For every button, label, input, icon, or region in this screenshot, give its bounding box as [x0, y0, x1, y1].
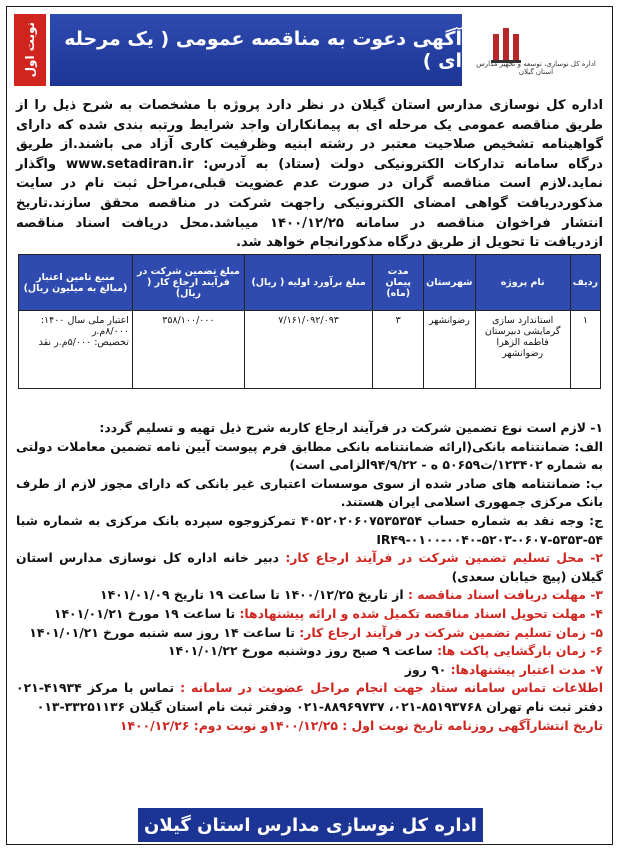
cell-estimate: ۷/۱۶۱/۰۹۲/۰۹۳: [244, 311, 372, 389]
col-row: ردیف: [570, 255, 600, 311]
cell-guarantee: ۳۵۸/۱۰۰/۰۰۰: [132, 311, 244, 389]
logo-caption: اداره کل نوسازی، توسعه و تجهیز مدارس استان گیلان: [476, 60, 596, 76]
funding-line-2: ۸/۰۰۰م.ر: [91, 326, 129, 337]
condition-2: ۲- محل تسلیم تضمین شرکت در فرآیند ارجاع کار: دبیر خانه اداره کل نوسازی مدارس استان گیلان (پیچ خیابان سعدی): [16, 550, 603, 584]
table-header-row: [19, 255, 601, 311]
condition-5: ۵- زمان تسلیم تضمین شرکت در فرآیند ارجاع کار: تا ساعت ۱۴ روز سه شنبه مورخ ۱۴۰۱/۰۱/۲۱: [29, 624, 603, 640]
notice-header: [14, 14, 605, 88]
intro-paragraph: اداره کل نوسازی مدارس استان گیلان در نظر دارد پروژه با مشخصات به شرح ذیل را از طریق مناقصه عمومی یک مرحله ای به پیمانکاران واجد شرایط ورتبه بندی شده که دارای گواهینامه تشخیص صلاحیت معتبر در رشته ابنیه وظرفیت کاری آزاد می باشند.از طریق درگاه سامانه تدارکات الکترونیکی دولت (ستاد) به آدرس: www.setadiran.ir واگذار نماید.لازم است مناقصه گران در صورت عدم عضویت قبلی،مراحل ثبت نام در سایت مذکوردریافت گواهی امضای الکترونیکی راجهت شرکت در مناقصه محقق سازند.تاریخ انتشار فراخوان مناقصه در سامانه ۱۴۰۰/۱۲/۲۵ میباشد.محل دریافت اسناد مناقصه ازدریافت تا تحویل از طریق درگاه مذکورانجام خواهد شد.: [16, 98, 603, 251]
condition-4: ۴- مهلت تحویل اسناد مناقصه تکمیل شده و ارائه پیشنهادها: تا ساعت ۱۹ مورخ ۱۴۰۱/۰۱/۲۱: [53, 605, 603, 621]
cell-city: رضوانشهر: [424, 311, 475, 389]
col-project-name: نام پروژه: [475, 255, 570, 311]
condition-7: ۷- مدت اعتبار پیشنهادها: ۹۰ روز: [404, 661, 603, 677]
col-estimate: مبلغ برآورد اولیه ( ریال): [244, 255, 372, 311]
school-logo-icon: [491, 26, 521, 64]
cell-funding: [19, 311, 133, 389]
notice-title: آگهی دعوت به مناقصه عمومی ( یک مرحله ای ): [50, 14, 462, 86]
contact-info: اطلاعات تماس سامانه ستاد جهت انجام مراحل عضویت در سامانه : تماس با مرکز ۴۱۹۳۴-۰۲۱ دفتر ثبت نام تهران ۸۵۱۹۳۷۶۸-۰۲۱، ۸۸۹۶۹۷۳۷-۰۲۱ ودفتر ثبت نام استان گیلان ۳۳۲۵۱۱۳۶-۰۱۳: [16, 680, 603, 714]
tender-table: [18, 254, 601, 389]
condition-1a: الف: ضمانتنامه بانکی(ارائه ضمانتنامه بانکی مطابق فرم پیوست آیین نامه تضمین معاملات دولتی به شماره ۱۲۳۴۰۲/ت۵۰۶۵۹ ه - ۹۴/۹/۲۲الزامی است): [16, 438, 603, 473]
footer-organization: اداره کل نوسازی مدارس استان گیلان: [138, 808, 483, 842]
conditions-list: [16, 419, 603, 735]
col-duration: مدت پیمان (ماه): [373, 255, 424, 311]
condition-1: ۱- لازم است نوع تضمین شرکت در فرآیند ارجاع کاربه شرح ذیل تهیه و تسلیم گردد:: [99, 420, 603, 435]
cell-project-name: استاندارد سازی گرمایشی دبیرستان فاطمه الزهرا رضوانشهر: [475, 311, 570, 389]
table-row: [19, 311, 601, 389]
publish-dates: تاریخ انتشارآگهی روزنامه تاریخ نوبت اول : ۱۴۰۰/۱۲/۲۵و نوبت دوم: ۱۴۰۰/۱۲/۲۶: [119, 717, 603, 733]
col-funding: منبع تامین اعتبار (مبالغ به میلیون ریال): [19, 255, 133, 311]
col-guarantee: مبلغ تضمین شرکت در فرآیند ارجاع کار ( ریال): [132, 255, 244, 311]
cell-row: ۱: [570, 311, 600, 389]
condition-1c: ج: وجه نقد به شماره حساب ۴۰۵۲۰۲۰۶۰۷۵۳۵۳۵۴ تمرکزوجوه سپرده بانک مرکزی به شماره شبا ۵۴-۵۳۵۳-۰۶۰۷-۵۲۰۳-۰۰۴۰-۰۱۰۰-IR۴۹: [16, 512, 603, 547]
round-badge: نوبت اول: [14, 14, 46, 86]
col-city: شهرستان: [424, 255, 475, 311]
cell-duration: ۳: [373, 311, 424, 389]
condition-6: ۶- زمان بازگشایی پاکت ها: ساعت ۹ صبح روز دوشنبه مورخ ۱۴۰۱/۰۱/۲۲: [167, 643, 603, 659]
condition-1b: ب: ضمانتنامه های صادر شده از سوی موسسات اعتباری غیر بانکی که دارای مجوز لازم از طرف بانک مرکزی جمهوری اسلامی ایران هستند.: [16, 475, 603, 510]
organization-logo: [467, 14, 605, 86]
funding-line-1: اعتبار ملی سال ۱۴۰۰:: [40, 315, 129, 326]
condition-3: ۳- مهلت دریافت اسناد مناقصه : از تاریخ ۱۴۰۰/۱۲/۲۵ تا ساعت ۱۹ تاریخ ۱۴۰۱/۰۱/۰۹: [100, 587, 603, 603]
funding-line-3: تخصیص: ۵/۰۰۰م.ر نقد: [38, 337, 129, 348]
